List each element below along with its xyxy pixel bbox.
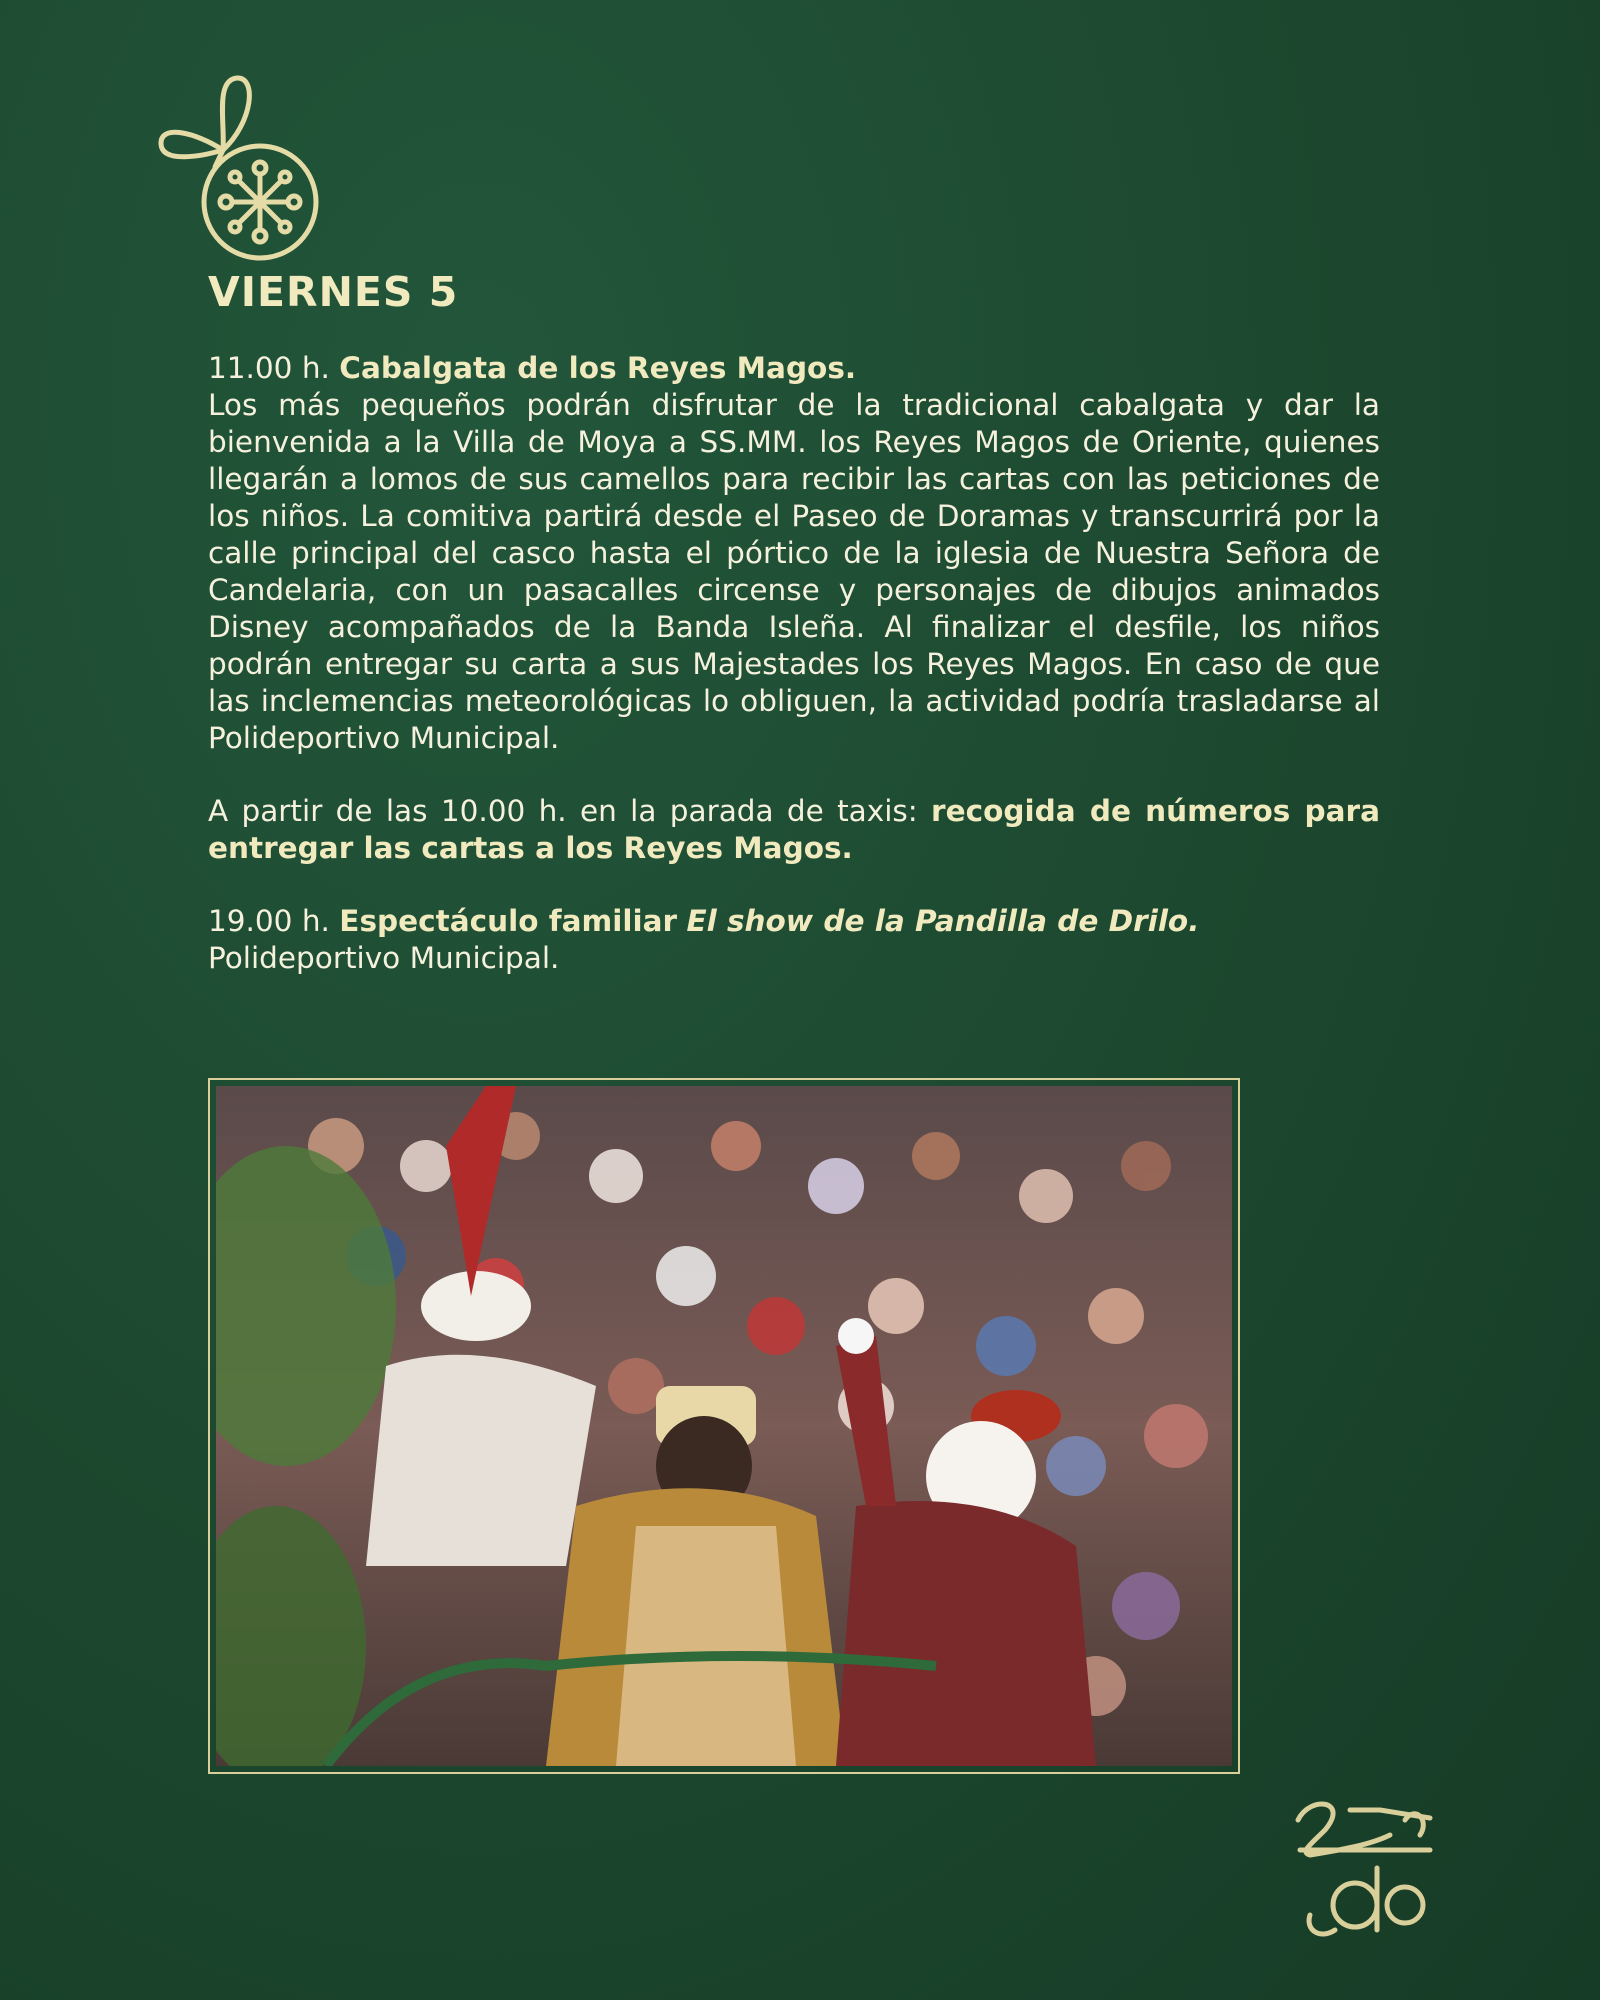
event-cabalgata [208,350,1380,757]
event-letters-pickup [208,793,1380,867]
signature-logo-icon [1280,1790,1440,1940]
parade-photo [208,1078,1240,1774]
christmas-ornament-icon [155,72,330,267]
event-title: Espectáculo familiar [339,904,678,938]
event-time: 11.00 h. [208,351,330,385]
event-prefix: A partir de las 10.00 h. [208,794,567,828]
day-title: VIERNES 5 [208,268,459,316]
parade-photo-illustration [216,1086,1232,1766]
event-highlight: recogida de números para entregar las cartas a los Reyes Magos. [208,794,1380,865]
event-location: Polideportivo Municipal. [208,941,560,975]
event-show [208,903,1380,977]
event-time: 19.00 h. [208,904,330,938]
event-description: Los más pequeños podrán disfrutar de la tradicional cabalgata y dar la bienvenida a la Villa de Moya a SS.MM. los Reyes Magos de Oriente, quienes llegarán a lomos de sus camellos para recibir las cartas con las peticiones de los niños. La comitiva partirá desde el Paseo de Doramas y transcurrirá por la calle principal del casco hasta el pórtico de la iglesia de Nuestra Señora de Candelaria, con un pasacalles circense y personajes de dibujos animados Disney acompañados de la Banda Isleña. Al finalizar el desfile, los niños podrán entregar su carta a sus Majestades los Reyes Magos. En caso de que las inclemencias meteorológicas lo obliguen, la actividad podría trasladarse al Polideportivo Municipal. [208,388,1380,755]
event-title: Cabalgata de los Reyes Magos. [339,351,857,385]
event-location: en la parada de taxis: [580,794,918,828]
event-show-name: El show de la Pandilla de Drilo. [686,904,1200,938]
event-list [208,350,1380,977]
